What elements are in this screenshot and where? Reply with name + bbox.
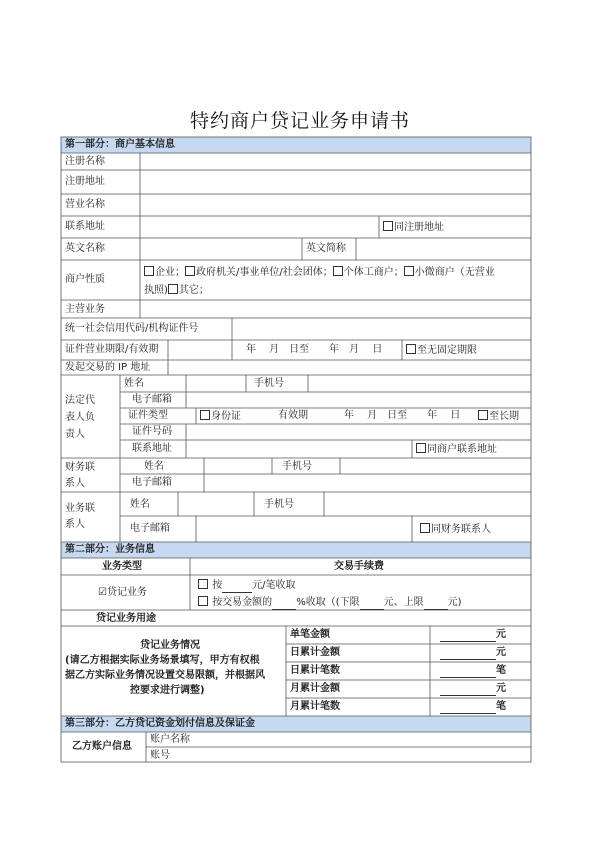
license-date-range: 年 月 日至 年 月 日 — [246, 344, 383, 355]
single-amount-input[interactable] — [440, 629, 496, 642]
checked-checkbox-icon[interactable]: ☑ — [98, 587, 107, 598]
monthly-count-label: 月累计笔数 — [290, 701, 340, 712]
monthly-count-input[interactable] — [440, 701, 496, 714]
checkbox-icon[interactable] — [333, 266, 343, 276]
legal-phone-label: 手机号 — [254, 378, 284, 389]
daily-count-label: 日累计笔数 — [290, 665, 340, 676]
main-business-input[interactable] — [141, 301, 530, 317]
situation-note-3: 控要求进行调整) — [130, 685, 205, 696]
no-fixed-period-option[interactable]: 至无固定期限 — [406, 344, 477, 357]
legal-valid-label: 有效期 — [278, 410, 308, 421]
account-no-label: 账号 — [150, 750, 170, 761]
en-name-label: 英文名称 — [65, 243, 105, 254]
fee-per-txn-input[interactable] — [222, 580, 252, 593]
legal-date-range: 年 月 日至 年 日 — [344, 410, 461, 421]
account-info-label: 乙方账户信息 — [72, 741, 132, 752]
business-email-label: 电子邮箱 — [130, 523, 170, 534]
legal-id-no-label: 证件号码 — [132, 426, 172, 437]
nature-label: 商户性质 — [65, 274, 105, 285]
daily-amount-input[interactable] — [440, 647, 496, 660]
business-name-label: 姓名 — [130, 499, 150, 510]
same-as-reg-option[interactable]: 同注册地址 — [383, 221, 444, 234]
business-phone-label: 手机号 — [264, 499, 294, 510]
daily-count-field[interactable]: 笔 — [440, 665, 506, 678]
fee-per-txn-option[interactable]: 按 元/笔收取 — [198, 579, 296, 593]
biz-type-header: 业务类型 — [102, 561, 142, 572]
single-amount-field[interactable]: 元 — [440, 629, 506, 642]
checkbox-icon[interactable] — [185, 266, 195, 276]
account-inputs[interactable] — [147, 733, 530, 761]
reg-name-input[interactable] — [141, 154, 530, 169]
daily-amount-label: 日累计金额 — [290, 647, 340, 658]
section3-header: 第三部分：乙方贷记资金划付信息及保证金 — [65, 718, 255, 729]
checkbox-icon[interactable] — [168, 284, 178, 294]
fee-min-input[interactable] — [360, 597, 384, 610]
situation-title: 贷记业务情况 — [140, 640, 200, 651]
monthly-amount-label: 月累计金额 — [290, 683, 340, 694]
legal-id-type-label: 证件类型 — [128, 410, 168, 421]
single-amount-label: 单笔金额 — [290, 629, 330, 640]
en-name-input[interactable] — [141, 239, 301, 259]
contact-addr-label: 联系地址 — [65, 221, 105, 232]
business-label-1: 业务联 — [65, 503, 95, 514]
reg-addr-label: 注册地址 — [65, 176, 105, 187]
credit-code-label: 统一社会信用代码/机构证件号 — [65, 323, 199, 334]
ip-input[interactable] — [169, 361, 530, 374]
nature-options-line2[interactable]: 执照) 其它； — [144, 285, 209, 296]
same-as-finance-option[interactable]: 同财务联系人 — [420, 523, 491, 536]
reg-name-label: 注册名称 — [65, 156, 105, 167]
daily-amount-field[interactable]: 元 — [440, 647, 506, 660]
fee-max-input[interactable] — [424, 597, 448, 610]
checkbox-icon[interactable] — [404, 266, 414, 276]
reg-addr-input[interactable] — [141, 171, 530, 193]
ip-label: 发起交易的 IP 地址 — [65, 362, 151, 373]
checkbox-icon[interactable] — [406, 344, 416, 354]
section1-header: 第一部分：商户基本信息 — [65, 139, 175, 150]
id-card-option[interactable]: 身份证 — [200, 410, 241, 423]
credit-code-input[interactable] — [233, 319, 530, 339]
monthly-amount-input[interactable] — [440, 683, 496, 696]
license-period-label: 证件营业期限/有效期 — [65, 344, 159, 355]
checkbox-icon[interactable] — [200, 410, 210, 420]
document-title: 特约商户贷记业务申请书 — [189, 110, 410, 132]
fee-header: 交易手续费 — [334, 561, 384, 572]
fee-percent-option[interactable]: 按交易金额的 %收取（(下限 元、上限 元) — [198, 596, 462, 610]
fee-percent-input[interactable] — [272, 597, 296, 610]
checkbox-icon[interactable] — [416, 443, 426, 453]
same-as-merchant-option[interactable]: 同商户联系地址 — [416, 443, 497, 456]
legal-contact-addr-label: 联系地址 — [132, 443, 172, 454]
finance-name-label: 姓名 — [144, 461, 164, 472]
en-short-input[interactable] — [357, 239, 530, 259]
en-short-label: 英文简称 — [306, 243, 346, 254]
contact-addr-input[interactable] — [141, 217, 378, 237]
biz-name-input[interactable] — [141, 195, 530, 215]
legal-rep-label-2: 表人负 — [65, 412, 95, 423]
daily-count-input[interactable] — [440, 665, 496, 678]
finance-label-2: 系人 — [65, 478, 85, 489]
main-business-label: 主营业务 — [65, 304, 105, 315]
account-name-label: 账户名称 — [150, 734, 190, 745]
checkbox-icon[interactable] — [420, 523, 430, 533]
legal-rep-label-1: 法定代 — [65, 395, 95, 406]
monthly-count-field[interactable]: 笔 — [440, 701, 506, 714]
long-term-option[interactable]: 至长期 — [478, 410, 519, 423]
legal-rep-label-3: 责人 — [65, 429, 85, 440]
checkbox-icon[interactable] — [198, 579, 208, 589]
situation-note-1: (请乙方根据实际业务场景填写，甲方有权根 — [65, 655, 260, 666]
biz-name-label: 营业名称 — [65, 199, 105, 210]
nature-options-line1[interactable]: 企业； 政府机关/事业单位/社会团体； 个体工商户； 小微商户（无营业 — [144, 266, 495, 279]
situation-note-2: 据乙方实际业务情况设置交易限额，并根据风 — [65, 670, 265, 681]
checkbox-icon[interactable] — [383, 221, 393, 231]
credit-biz-option[interactable]: ☑贷记业务 — [98, 587, 147, 598]
section2-header: 第二部分：业务信息 — [65, 544, 155, 555]
finance-label-1: 财务联 — [65, 462, 95, 473]
business-label-2: 系人 — [65, 519, 85, 530]
legal-name-label: 姓名 — [124, 378, 144, 389]
legal-email-label: 电子邮箱 — [132, 394, 172, 405]
finance-phone-label: 手机号 — [282, 461, 312, 472]
checkbox-icon[interactable] — [144, 266, 154, 276]
checkbox-icon[interactable] — [478, 410, 488, 420]
finance-email-label: 电子邮箱 — [132, 477, 172, 488]
checkbox-icon[interactable] — [198, 596, 208, 606]
usage-label: 贷记业务用途 — [96, 613, 156, 624]
monthly-amount-field[interactable]: 元 — [440, 683, 506, 696]
